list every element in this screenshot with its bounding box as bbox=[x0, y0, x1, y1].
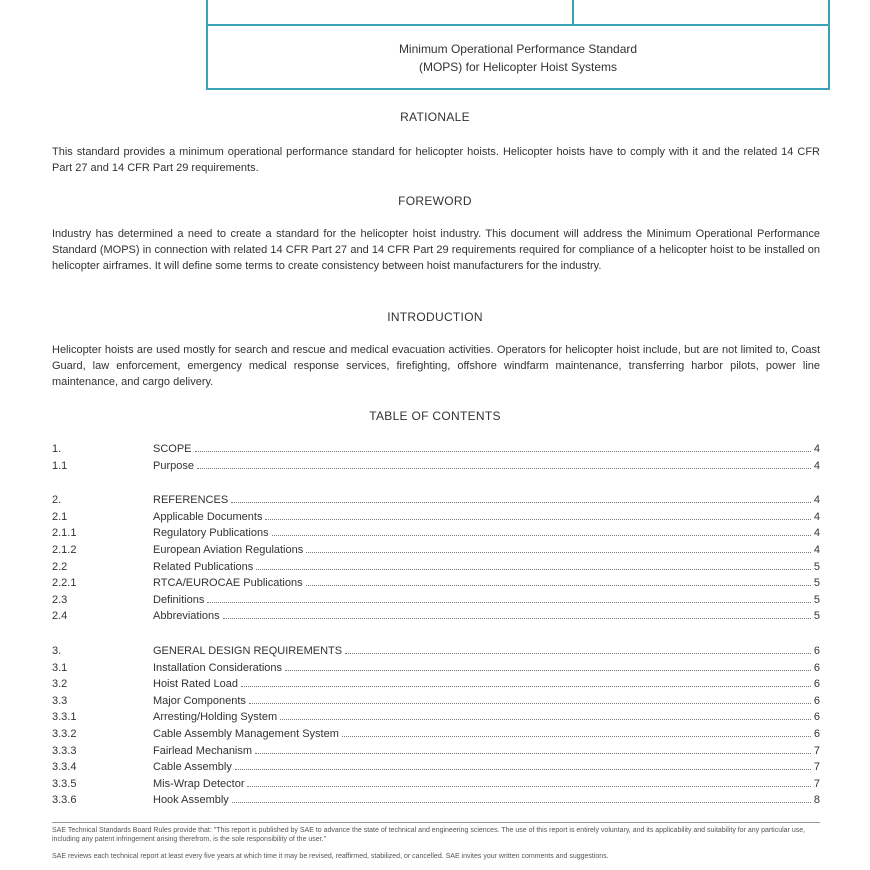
toc-entry-line bbox=[153, 662, 820, 674]
toc-entry[interactable] bbox=[52, 711, 820, 727]
toc-entry[interactable] bbox=[52, 544, 820, 560]
toc-entry-number: 3.3.3 bbox=[52, 744, 77, 757]
toc-entry-number: 2.1.2 bbox=[52, 544, 77, 556]
toc-entry-line bbox=[153, 645, 820, 657]
header-top-row bbox=[208, 0, 828, 26]
header-cell-divider bbox=[572, 0, 574, 24]
toc-entry-line bbox=[153, 610, 820, 622]
toc-entry-number: 3.3 bbox=[52, 694, 68, 707]
toc-dot-leader bbox=[223, 617, 811, 619]
toc-entry-page: 5 bbox=[813, 593, 820, 606]
toc-dot-leader bbox=[195, 450, 811, 452]
toc-entry[interactable] bbox=[52, 645, 820, 661]
toc-entry-number: 2.2 bbox=[52, 560, 68, 573]
toc-entry-number: 2.1 bbox=[52, 510, 68, 523]
toc-entry-line bbox=[153, 494, 820, 506]
toc-dot-leader bbox=[247, 785, 810, 787]
toc-entry-number: 2.2.1 bbox=[52, 577, 77, 590]
toc-entry-number: 2.4 bbox=[52, 610, 68, 623]
rationale-text: This standard provides a minimum operational performance standard for helicopter hoists. Helicopter hoists have to comply with it and the related 14 CFR Part 27 and 14 CFR Part 29 requirements. bbox=[52, 146, 820, 174]
toc-dot-leader bbox=[265, 518, 810, 520]
toc-entry-title: Regulatory Publications bbox=[153, 527, 269, 540]
toc-entry-page: 7 bbox=[813, 761, 820, 774]
toc-entry-line bbox=[153, 561, 820, 573]
toc-entry[interactable] bbox=[52, 678, 820, 694]
toc-dot-leader bbox=[306, 584, 811, 586]
footer-note-review: SAE reviews each technical report at least every five years at which time it may be revised, reaffirmed, stabilized, or cancelled. SAE invites your written comments and suggestions. bbox=[52, 853, 609, 860]
toc-dot-leader bbox=[256, 568, 811, 570]
toc-entry[interactable] bbox=[52, 494, 820, 510]
toc-entry-title: Abbreviations bbox=[153, 610, 220, 623]
toc-entry-line bbox=[153, 443, 820, 455]
toc-entry-line bbox=[153, 460, 820, 472]
toc-entry[interactable] bbox=[52, 794, 820, 810]
toc-entry-number: 3.3.1 bbox=[52, 711, 77, 724]
toc-entry[interactable] bbox=[52, 577, 820, 593]
introduction-text: Helicopter hoists are used mostly for search and rescue and medical evacuation activities. Operators for helicopter hoist include, but are not limited to, Coast Guard, law enforcement, emergency medical response services, firefighting, offshore windfarm maintenance, transferring harbor pilots, power line maintenance, and cargo delivery. bbox=[52, 344, 820, 388]
toc-entry-number: 1.1 bbox=[52, 459, 68, 472]
toc-entry-line bbox=[153, 527, 820, 539]
toc-entry[interactable] bbox=[52, 511, 820, 527]
toc-entry-page: 5 bbox=[813, 560, 820, 573]
toc-entry-line bbox=[153, 594, 820, 606]
toc-entry-title: Cable Assembly bbox=[153, 761, 232, 774]
document-title-line2: (MOPS) for Helicopter Hoist Systems bbox=[418, 60, 618, 74]
toc-dot-leader bbox=[272, 534, 811, 536]
toc-entry-line bbox=[153, 511, 820, 523]
toc-entry-title: Major Components bbox=[153, 694, 246, 707]
toc-dot-leader bbox=[249, 702, 811, 704]
toc-entry-page: 4 bbox=[813, 544, 820, 556]
footer-note-terms: SAE Technical Standards Board Rules provide that: "This report is published by SAE to advance the state of technical and engineering sciences. The use of this report is entirely voluntary, and its applicability and suitability for any particular use, including any patent infringement arising therefrom, is the sole responsibility of the user." bbox=[52, 827, 806, 843]
toc-entry-title: Purpose bbox=[153, 459, 194, 472]
toc-entry-number: 1. bbox=[52, 443, 62, 455]
toc-dot-leader bbox=[255, 752, 811, 754]
toc-entry-page: 4 bbox=[813, 494, 820, 507]
toc-dot-leader bbox=[345, 652, 811, 654]
toc-heading: TABLE OF CONTENTS bbox=[369, 409, 501, 423]
toc-entry-title: SCOPE bbox=[153, 443, 192, 455]
toc-entry-title: Hook Assembly bbox=[153, 794, 229, 807]
toc-entry-number: 3.3.2 bbox=[52, 728, 77, 740]
rationale-heading: RATIONALE bbox=[400, 110, 470, 124]
toc-entry-title: GENERAL DESIGN REQUIREMENTS bbox=[153, 645, 343, 657]
toc-entry[interactable] bbox=[52, 460, 820, 476]
toc-entry-number: 3.2 bbox=[52, 678, 68, 691]
toc-entry-page: 4 bbox=[813, 527, 820, 540]
toc-entry-line bbox=[153, 778, 820, 790]
toc-entry[interactable] bbox=[52, 662, 820, 678]
toc-dot-leader bbox=[232, 801, 811, 803]
toc-entry-title: Applicable Documents bbox=[153, 510, 263, 523]
toc-entry-title: Installation Considerations bbox=[153, 661, 283, 674]
toc-entry-line bbox=[153, 695, 820, 707]
toc-entry[interactable] bbox=[52, 443, 820, 459]
toc-entry[interactable] bbox=[52, 778, 820, 794]
toc-entry-line bbox=[153, 794, 820, 806]
toc-dot-leader bbox=[241, 685, 811, 687]
toc-entry[interactable] bbox=[52, 745, 820, 761]
toc-entry-line bbox=[153, 728, 820, 740]
toc-dot-leader bbox=[207, 601, 811, 603]
document-header-box bbox=[206, 0, 830, 90]
toc-entry-number: 3.3.4 bbox=[52, 761, 77, 774]
toc-entry-title: RTCA/EUROCAE Publications bbox=[153, 577, 303, 590]
toc-entry-page: 5 bbox=[813, 610, 820, 623]
toc-entry-page: 7 bbox=[813, 744, 820, 757]
toc-entry-title: Mis-Wrap Detector bbox=[153, 777, 245, 790]
toc-entry-number: 3.3.6 bbox=[52, 794, 77, 807]
toc-entry-page: 5 bbox=[813, 577, 820, 590]
document-title-line1: Minimum Operational Performance Standard bbox=[398, 42, 638, 56]
toc-entry-line bbox=[153, 745, 820, 757]
toc-entry-page: 6 bbox=[813, 728, 820, 740]
toc-entry-page: 6 bbox=[813, 645, 820, 657]
toc-entry-title: Fairlead Mechanism bbox=[153, 744, 253, 757]
toc-entry-page: 6 bbox=[813, 711, 820, 724]
toc-entry-page: 7 bbox=[813, 777, 820, 790]
toc-entry-page: 8 bbox=[813, 794, 820, 807]
toc-dot-leader bbox=[197, 467, 811, 469]
toc-dot-leader bbox=[235, 768, 811, 770]
toc-entry-page: 4 bbox=[813, 443, 820, 455]
toc-dot-leader bbox=[231, 501, 811, 503]
toc-entry-line bbox=[153, 678, 820, 690]
toc-entry[interactable] bbox=[52, 728, 820, 744]
toc-entry[interactable] bbox=[52, 610, 820, 626]
toc-entry-line bbox=[153, 544, 820, 556]
toc-entry-page: 6 bbox=[813, 694, 820, 707]
toc-entry[interactable] bbox=[52, 561, 820, 577]
toc-entry-number: 3.1 bbox=[52, 661, 68, 674]
toc-entry-title: European Aviation Regulations bbox=[153, 544, 304, 556]
document-title bbox=[208, 40, 828, 76]
toc-entry-number: 2.1.1 bbox=[52, 527, 77, 540]
toc-entry-title: Arresting/Holding System bbox=[153, 711, 278, 724]
toc-entry-page: 4 bbox=[813, 459, 820, 472]
toc-entry[interactable] bbox=[52, 594, 820, 610]
toc-entry-title: Related Publications bbox=[153, 560, 254, 573]
foreword-heading: FOREWORD bbox=[398, 194, 472, 208]
toc-entry-title: Definitions bbox=[153, 593, 205, 606]
toc-entry-number: 2. bbox=[52, 494, 62, 507]
toc-entry-page: 6 bbox=[813, 678, 820, 691]
toc-dot-leader bbox=[306, 551, 811, 553]
toc-entry-number: 3.3.5 bbox=[52, 777, 77, 790]
toc-entry-title: REFERENCES bbox=[153, 494, 229, 507]
toc-entry-page: 4 bbox=[813, 510, 820, 523]
toc-entry-number: 3. bbox=[52, 645, 62, 657]
toc-entry-title: Hoist Rated Load bbox=[153, 678, 238, 691]
toc-entry-number: 2.3 bbox=[52, 593, 68, 606]
toc-dot-leader bbox=[280, 718, 811, 720]
toc-entry[interactable] bbox=[52, 527, 820, 543]
toc-entry-page: 6 bbox=[813, 661, 820, 674]
toc-entry-title: Cable Assembly Management System bbox=[153, 728, 339, 740]
toc-dot-leader bbox=[285, 669, 811, 671]
toc-entry-line bbox=[153, 711, 820, 723]
toc-entry-line bbox=[153, 761, 820, 773]
foreword-text: Industry has determined a need to create a standard for the helicopter hoist industry. This document will address the Minimum Operational Performance Standard (MOPS) in connection with related 14 CFR Part 27 and 14 CFR Part 29 requirements required for compliance of a helicopter hoist to be installed on helicopter airframes. It will define some terms to create consistency between hoist manufacturers for the industry. bbox=[52, 228, 820, 272]
toc-dot-leader bbox=[342, 735, 811, 737]
introduction-heading: INTRODUCTION bbox=[387, 310, 483, 324]
toc-entry[interactable] bbox=[52, 761, 820, 777]
toc-entry[interactable] bbox=[52, 695, 820, 711]
footer-divider bbox=[52, 822, 820, 823]
toc-entry-line bbox=[153, 577, 820, 589]
